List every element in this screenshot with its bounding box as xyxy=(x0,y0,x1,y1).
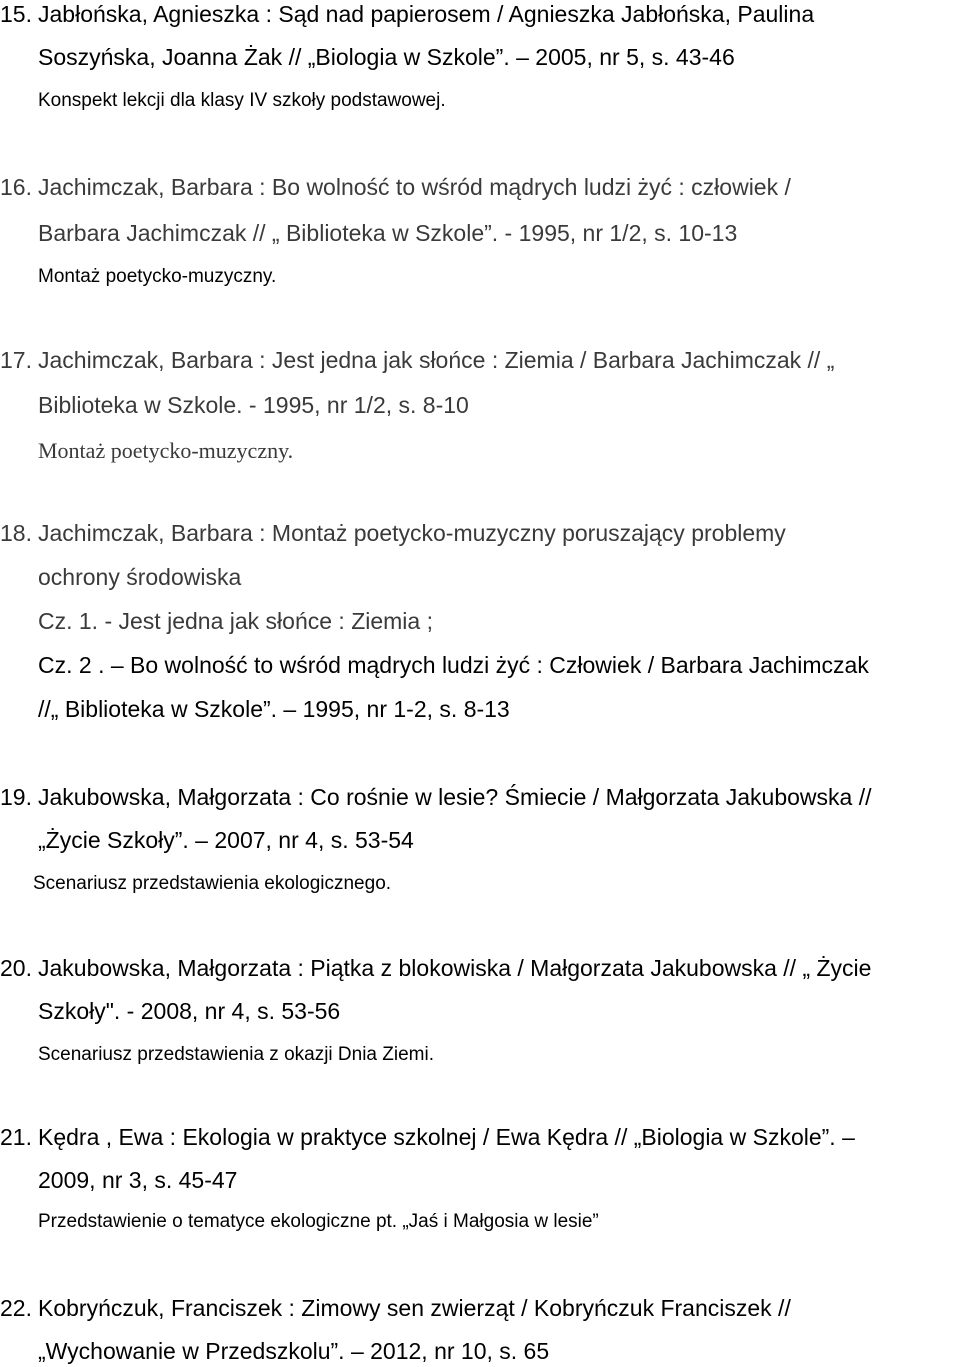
entry-text-line: Kędra , Ewa : Ekologia w praktyce szkolnej / Ewa Kędra // „Biologia w Szkole”. – xyxy=(38,1124,855,1150)
entry-annotation: Scenariusz przedstawienia z okazji Dnia Ziemi. xyxy=(38,1044,434,1065)
entry-text-line: Jachimczak, Barbara : Bo wolność to wśród mądrych ludzi żyć : człowiek / xyxy=(38,174,791,200)
entry-number: 17. xyxy=(0,347,32,373)
entry-annotation: Montaż poetycko-muzyczny. xyxy=(38,438,294,463)
entry-text-line: Jachimczak, Barbara : Montaż poetycko-muzyczny poruszający problemy xyxy=(38,520,786,546)
entry-number xyxy=(0,0,32,28)
entry-number: 19. xyxy=(0,784,32,810)
entry-text-line: Kobryńczuk, Franciszek : Zimowy sen zwierząt / Kobryńczuk Franciszek // xyxy=(38,1295,791,1321)
entry-text-line: Jachimczak, Barbara : Jest jedna jak słońce : Ziemia / Barbara Jachimczak // „ xyxy=(38,347,835,373)
entry-number: 16. xyxy=(0,174,32,200)
entry-text-line: Jakubowska, Małgorzata : Piątka z blokowiska / Małgorzata Jakubowska // „ Życie xyxy=(38,955,872,981)
entry-text-line: Jabłońska, Agnieszka : Sąd nad papierosem / Agnieszka Jabłońska, Paulina xyxy=(38,1,815,27)
entry-number: 21. xyxy=(0,1124,32,1150)
entry-text-line: „Wychowanie w Przedszkolu”. – 2012, nr 10, s. 65 xyxy=(38,1338,550,1364)
entry-text-line: Barbara Jachimczak // „ Biblioteka w Szkole”. - 1995, nr 1/2, s. 10-13 xyxy=(38,220,738,246)
entry-text-line: Jakubowska, Małgorzata : Co rośnie w lesie? Śmiecie / Małgorzata Jakubowska // xyxy=(38,784,872,810)
entry-number: 22. xyxy=(0,1295,32,1321)
entry-text-line: Soszyńska, Joanna Żak // „Biologia w Szkole”. – 2005, nr 5, s. 43-46 xyxy=(38,44,735,70)
entry-number-text: 15. xyxy=(0,1,32,27)
entry-annotation: Konspekt lekcji dla klasy IV szkoły podstawowej. xyxy=(38,90,446,111)
entry-text-line: Cz. 1. - Jest jedna jak słońce : Ziemia ; xyxy=(38,608,433,634)
entry-text-line: „Życie Szkoły”. – 2007, nr 4, s. 53-54 xyxy=(38,827,414,853)
entry-annotation: Scenariusz przedstawienia ekologicznego. xyxy=(33,873,392,894)
entry-text-line: //„ Biblioteka w Szkole”. – 1995, nr 1-2, s. 8-13 xyxy=(38,696,510,722)
entry-text-line: ochrony środowiska xyxy=(38,564,242,590)
entry-number: 20. xyxy=(0,955,32,981)
entry-annotation: Montaż poetycko-muzyczny. xyxy=(38,266,277,287)
entry-text-line: Szkoły". - 2008, nr 4, s. 53-56 xyxy=(38,998,341,1024)
entry-text-line: Biblioteka w Szkole. - 1995, nr 1/2, s. 8-10 xyxy=(38,392,469,418)
entry-number: 18. xyxy=(0,520,32,546)
entry-text-line: 2009, nr 3, s. 45-47 xyxy=(38,1167,238,1193)
entry-annotation: Przedstawienie o tematyce ekologiczne pt. „Jaś i Małgosia w lesie” xyxy=(38,1211,599,1232)
entry-text-line: Cz. 2 . – Bo wolność to wśród mądrych ludzi żyć : Człowiek / Barbara Jachimczak xyxy=(38,652,869,678)
